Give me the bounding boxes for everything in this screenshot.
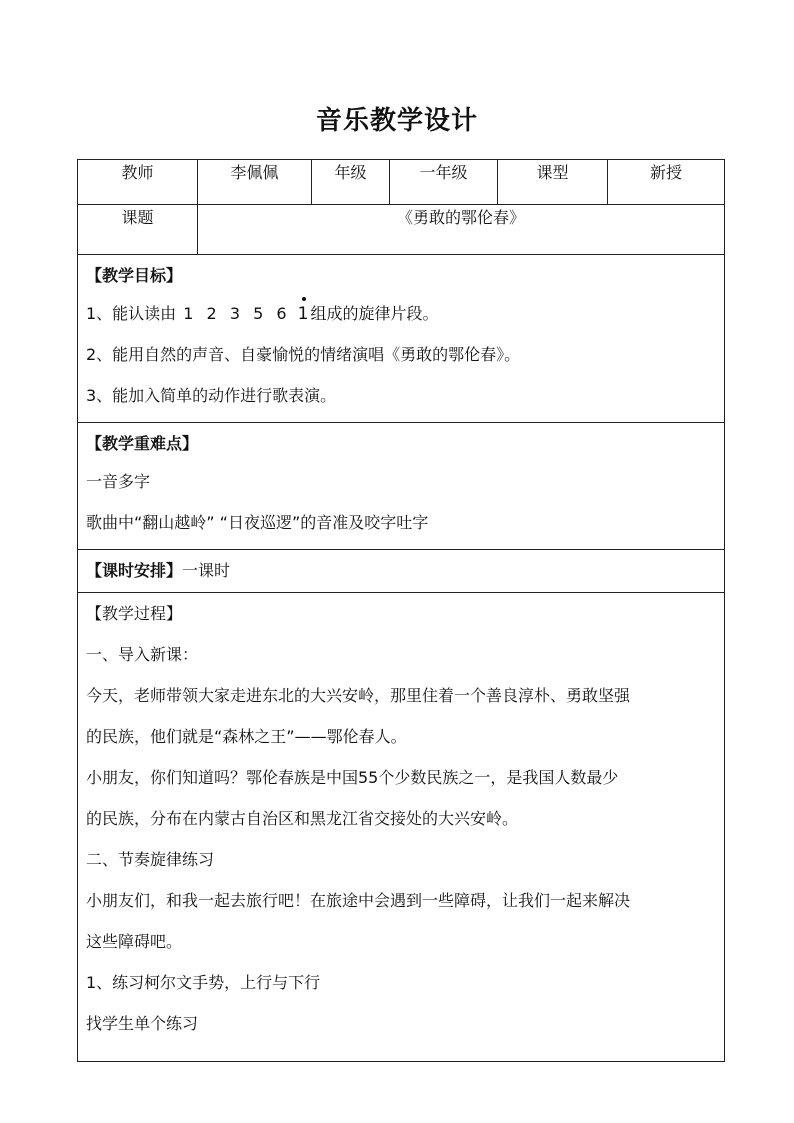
topic-row xyxy=(78,205,725,255)
process-line: 二、节奏旋律练习 xyxy=(86,850,215,869)
process-line: 小朋友，你们知道吗？鄂伦春族是中国55个少数民族之一，是我国人数最少 xyxy=(86,768,619,787)
schedule-row xyxy=(78,550,725,593)
grade-label: 年级 xyxy=(312,160,390,205)
high-note-numeral: 1 xyxy=(296,299,311,329)
goals-row xyxy=(78,255,725,423)
type-label: 课型 xyxy=(498,160,608,205)
type-value: 新授 xyxy=(608,160,725,205)
process-line: 这些障碍吧。 xyxy=(86,932,183,951)
key-point-2: 歌曲中“翻山越岭” “日夜巡逻”的音准及咬字吐字 xyxy=(86,513,429,532)
key-points-row xyxy=(78,423,725,550)
goals-heading: 【教学目标】 xyxy=(86,266,183,285)
key-points-section xyxy=(78,423,725,550)
info-row xyxy=(78,160,725,205)
key-point-1: 一音多字 xyxy=(86,472,151,491)
goal-1-notes: 1 2 3 5 6 xyxy=(183,304,291,323)
goals-section xyxy=(78,255,725,423)
process-line: 1、练习柯尔文手势，上行与下行 xyxy=(86,973,321,992)
schedule-heading: 【课时安排】 xyxy=(86,561,183,580)
process-heading: 【教学过程】 xyxy=(86,604,183,623)
lesson-plan-table xyxy=(77,159,725,1062)
goal-item-2: 2、能用自然的声音、自豪愉悦的情绪演唱《勇敢的鄂伦春》。 xyxy=(86,345,521,364)
goal-1-prefix: 1、能认读由 xyxy=(86,304,177,323)
process-line: 小朋友们，和我一起去旅行吧！在旅途中会遇到一些障碍，让我们一起来解决 xyxy=(86,891,631,910)
page-title: 音乐教学设计 xyxy=(315,106,478,136)
process-line: 找学生单个练习 xyxy=(86,1014,199,1033)
teacher-label: 教师 xyxy=(78,160,198,205)
process-section xyxy=(78,593,725,1062)
schedule-line xyxy=(86,556,716,586)
grade-value: 一年级 xyxy=(390,160,498,205)
process-row xyxy=(78,593,725,1062)
goal-item-1 xyxy=(86,299,716,340)
topic-value: 《勇敢的鄂伦春》 xyxy=(198,205,725,255)
process-line: 一、导入新课： xyxy=(86,645,199,664)
teacher-value: 李佩佩 xyxy=(198,160,312,205)
goal-item-3: 3、能加入简单的动作进行歌表演。 xyxy=(86,386,337,405)
goal-1-suffix: 组成的旋律片段。 xyxy=(310,304,439,323)
key-points-heading: 【教学重难点】 xyxy=(86,434,199,453)
schedule-value: 一课时 xyxy=(182,561,231,580)
process-line: 的民族，分布在内蒙古自治区和黑龙江省交接处的大兴安岭。 xyxy=(86,809,519,828)
process-line: 的民族，他们就是“森林之王”——鄂伦春人。 xyxy=(86,727,407,746)
process-line: 今天，老师带领大家走进东北的大兴安岭，那里住着一个善良淳朴、勇敢坚强 xyxy=(86,686,631,705)
topic-label: 课题 xyxy=(78,205,198,255)
schedule-section xyxy=(78,550,725,593)
